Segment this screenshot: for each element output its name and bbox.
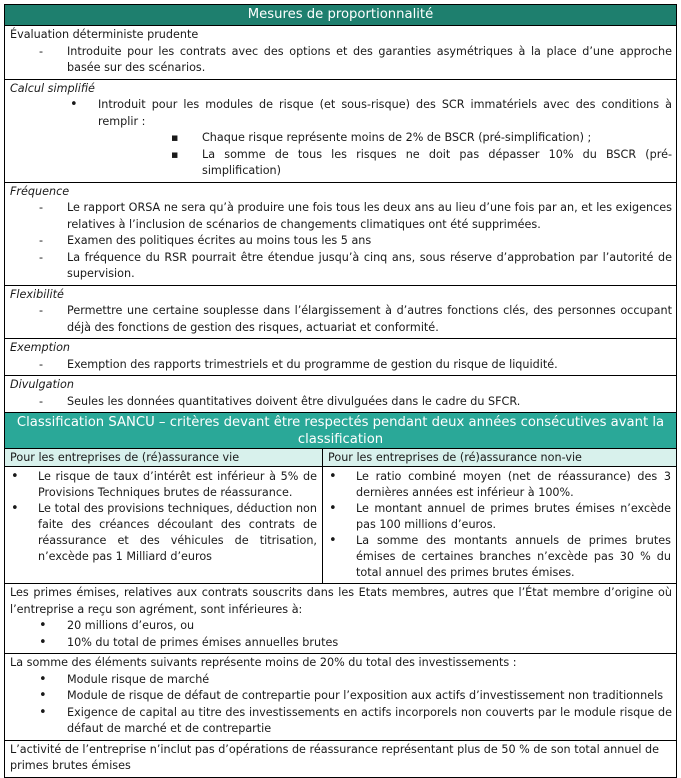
list-item: • La somme des montants annuels de primes brutes émises de certaines branches n’excède pas 30 % du total annuel des primes brutes émises. xyxy=(326,533,671,581)
list-item: ▪ Chaque risque représente moins de 2% de BSCR (pré-simplification) ; xyxy=(10,130,672,147)
sancu-classification-header: Classification SANCU – critères devant être respectés pendant deux années consécutives avant la classification xyxy=(5,413,676,449)
section-title: Calcul simplifié xyxy=(10,81,95,95)
dash-list xyxy=(10,200,672,283)
list-item: - La fréquence du RSR pourrait être étendue jusqu’à cinq ans, sous réserve d’approbation par l’autorité de supervision. xyxy=(10,250,672,283)
nonlife-criteria xyxy=(323,467,676,583)
list-item: - Exemption des rapports trimestriels et du programme de gestion du risque de liquidité. xyxy=(10,357,672,374)
dash-list xyxy=(10,357,672,374)
section-simplified-calculation xyxy=(5,80,676,183)
bullet-list xyxy=(10,97,672,130)
section-investments xyxy=(5,654,676,741)
bullet-list xyxy=(10,672,672,738)
dash-list xyxy=(10,44,672,77)
list-item: - Examen des politiques écrites au moins tous les 5 ans xyxy=(10,233,672,250)
bullet-list xyxy=(8,469,317,565)
subheader-row xyxy=(5,449,676,467)
section-frequency xyxy=(5,183,676,286)
list-item: • Exigence de capital au titre des investissements en actifs incorporels non couverts par le module risque de défaut de marché et de contrepartie xyxy=(10,705,672,738)
list-item: • 20 millions d’euros, ou xyxy=(10,618,672,635)
section-text: L’activité de l’entreprise n’inclut pas d’opérations de réassurance représentant plus de 50 % de son total annuel de primes brutes émises xyxy=(10,742,659,772)
list-item: • Le total des provisions techniques, déduction non faite des créances découlant des contrats de réassurance et des véhicules de titrisation, n’excède pas 1 Milliard d’euros xyxy=(8,501,317,565)
list-item: • Module de risque de défaut de contrepartie pour l’exposition aux actifs d’investissement non traditionnels xyxy=(10,688,672,705)
proportionality-table xyxy=(4,4,677,778)
life-criteria xyxy=(5,467,323,583)
section-exemption xyxy=(5,339,676,376)
section-title: Divulgation xyxy=(10,378,74,391)
section-prudent-evaluation xyxy=(5,26,676,80)
nonlife-column-header: Pour les entreprises de (ré)assurance non-vie xyxy=(323,449,676,466)
list-item: - Le rapport ORSA ne sera qu’à produire une fois tous les deux ans au lieu d’une fois par an, et les exigences relatives à l’inclusion de scénarios de changements climatiques ont été supprimées. xyxy=(10,200,672,233)
criteria-row xyxy=(5,467,676,584)
section-title: Évaluation déterministe prudente xyxy=(10,28,199,41)
bullet-list xyxy=(326,469,671,581)
list-item: • Le ratio combiné moyen (net de réassurance) des 3 dernières années est inférieur à 100%. xyxy=(326,469,671,501)
life-column-header: Pour les entreprises de (ré)assurance vie xyxy=(5,449,323,466)
square-bullet-list xyxy=(10,130,672,180)
list-item: • 10% du total de primes émises annuelles brutes xyxy=(10,635,672,652)
section-premiums xyxy=(5,584,676,654)
section-text: La somme des éléments suivants représente moins de 20% du total des investissements : xyxy=(10,656,517,669)
list-item: • Module risque de marché xyxy=(10,672,672,689)
list-item: ▪ La somme de tous les risques ne doit pas dépasser 10% du BSCR (pré-simplification) xyxy=(10,147,672,180)
list-item: - Permettre une certaine souplesse dans l’élargissement à d’autres fonctions clés, des personnes occupant déjà des fonctions de gestion des risques, actuariat et conformité. xyxy=(10,303,672,336)
list-item: • Le montant annuel de primes brutes émises n’excède pas 100 millions d’euros. xyxy=(326,501,671,533)
section-flexibility xyxy=(5,286,676,340)
section-title: Fréquence xyxy=(10,184,70,198)
section-title: Flexibilité xyxy=(10,287,64,301)
list-item: - Seules les données quantitatives doivent être divulguées dans le cadre du SFCR. xyxy=(10,394,672,411)
proportionality-header: Mesures de proportionnalité xyxy=(5,5,676,26)
list-item: - Introduite pour les contrats avec des options et des garanties asymétriques à la place d’une approche basée sur des scénarios. xyxy=(10,44,672,77)
section-text: Les primes émises, relatives aux contrats souscrits dans les Etats membres, autres que l’État membre d’origine où l’entreprise a reçu son agrément, sont inférieures à: xyxy=(10,586,672,616)
list-item: • Introduit pour les modules de risque (et sous-risque) des SCR immatériels avec des conditions à remplir : xyxy=(10,97,672,130)
list-item: • Le risque de taux d’intérêt est inférieur à 5% de Provisions Techniques brutes de réassurance. xyxy=(8,469,317,501)
section-reinsurance xyxy=(5,741,676,777)
bullet-list xyxy=(10,618,672,651)
section-title: Exemption xyxy=(10,341,71,354)
dash-list xyxy=(10,303,672,336)
section-disclosure xyxy=(5,376,676,413)
dash-list xyxy=(10,394,672,411)
